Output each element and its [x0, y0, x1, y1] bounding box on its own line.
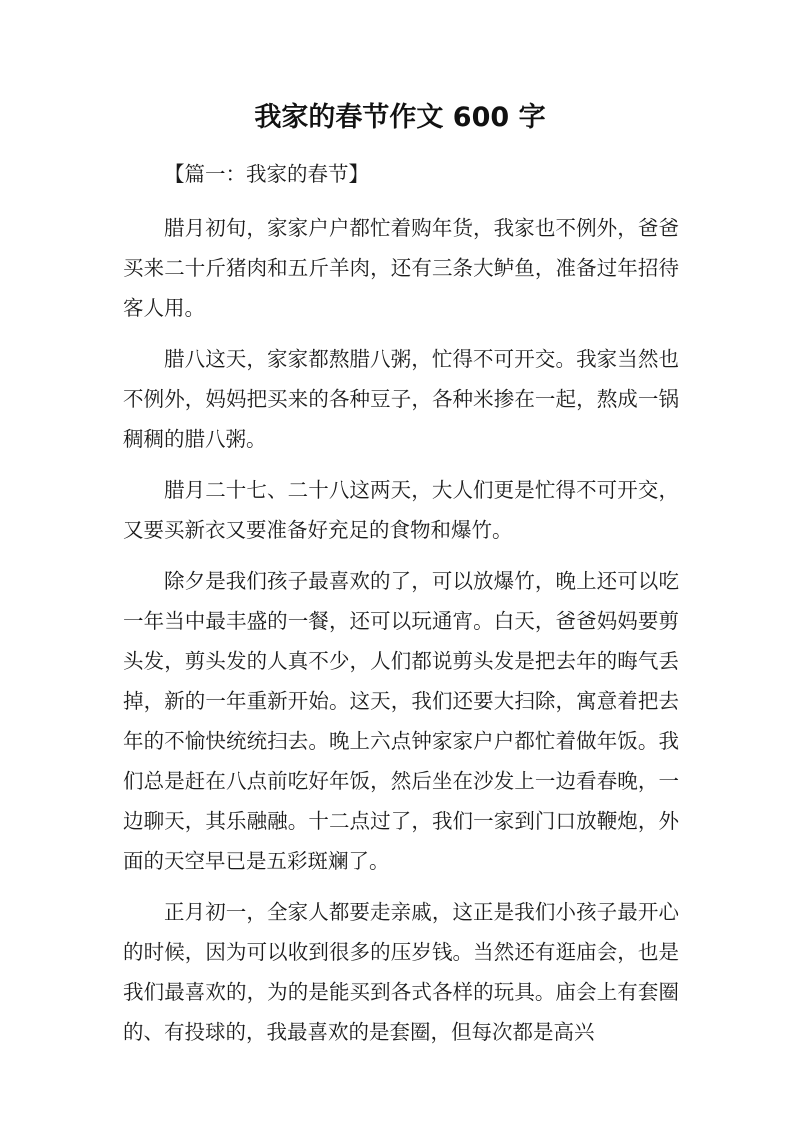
paragraph-1: 腊月初旬，家家户户都忙着购年货，我家也不例外，爸爸买来二十斤猪肉和五斤羊肉，还有三条大鲈鱼，准备过年招待客人用。: [123, 216, 679, 320]
paragraph-4: 除夕是我们孩子最喜欢的了，可以放爆竹，晚上还可以吃一年当中最丰盛的一餐，还可以玩通宵。白天，爸爸妈妈要剪头发，剪头发的人真不少，人们都说剪头发是把去年的晦气丢掉，新的一年重新开始。这天，我们还要大扫除，寓意着把去年的不愉快统统扫去。晚上六点钟家家户户都忙着做年饭。我们总是赶在八点前吃好年饭，然后坐在沙发上一边看春晚，一边聊天，其乐融融。十二点过了，我们一家到门口放鞭炮，外面的天空早已是五彩斑斓了。: [123, 569, 679, 873]
paragraph-3: 腊月二十七、二十八这两天，大人们更是忙得不可开交，又要买新衣又要准备好充足的食物和爆竹。: [123, 478, 679, 542]
essay-body: [123, 154, 679, 1063]
paragraph-5: 正月初一，全家人都要走亲戚，这正是我们小孩子最开心的时候，因为可以收到很多的压岁钱。当然还有逛庙会，也是我们最喜欢的，为的是能买到各式各样的玩具。庙会上有套圈的、有投球的，我最喜欢的是套圈，但每次都是高兴: [123, 900, 679, 1044]
paragraph-2: 腊八这天，家家都熬腊八粥，忙得不可开交。我家当然也不例外，妈妈把买来的各种豆子，各种米掺在一起，熬成一锅稠稠的腊八粥。: [123, 347, 679, 451]
section-heading: 【篇一：我家的春节】: [164, 162, 369, 186]
page-title: 我家的春节作文 600 字: [254, 102, 546, 133]
